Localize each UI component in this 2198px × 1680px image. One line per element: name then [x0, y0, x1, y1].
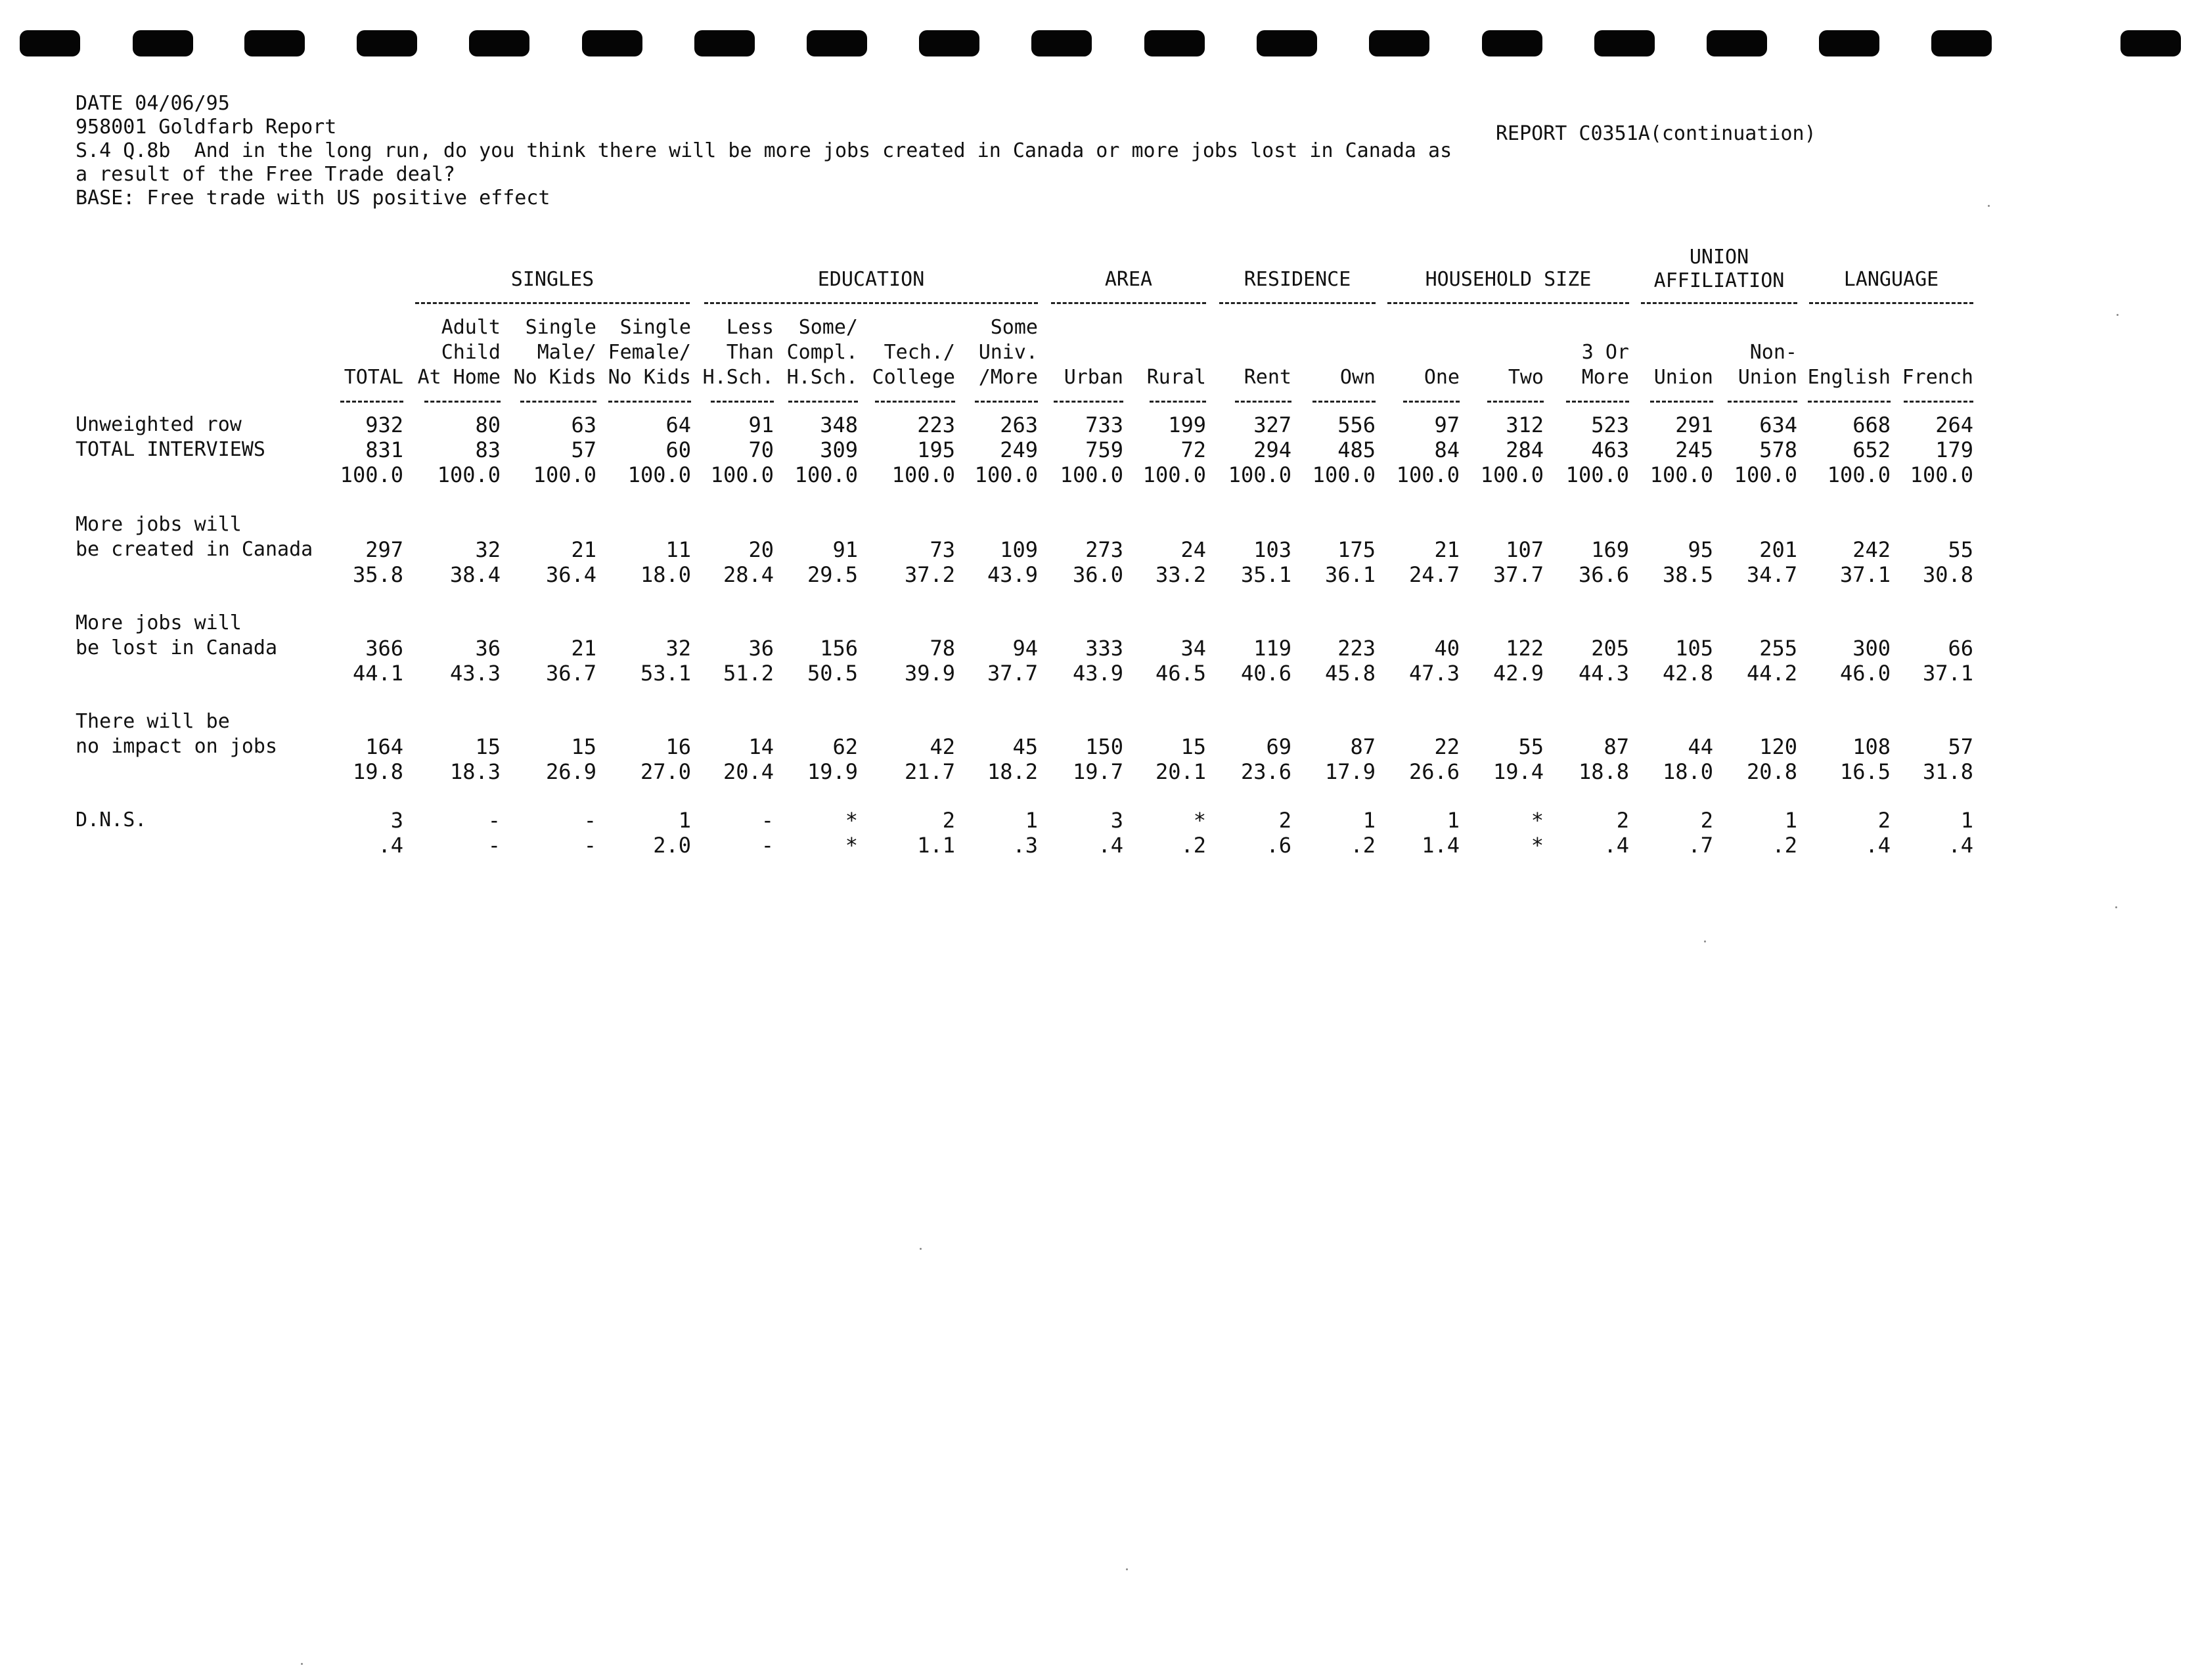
table-cell: 37.7: [1492, 562, 1544, 587]
table-cell: 1.1: [917, 833, 955, 858]
scan-speck: [920, 1248, 922, 1250]
table-cell: 1: [1447, 808, 1460, 833]
table-cell: 36.6: [1578, 562, 1629, 587]
table-cell: 72: [1180, 437, 1206, 462]
question-line-1: S.4 Q.8b And in the long run, do you think there will be more jobs created in Canada or more jobs lost in Canada as: [76, 139, 1452, 162]
column-underline: [520, 401, 596, 403]
table-cell: 62: [832, 734, 858, 759]
table-cell: 100.0: [1565, 462, 1629, 487]
table-cell: 3: [390, 808, 403, 833]
report-title: 958001 Goldfarb Report: [76, 116, 337, 139]
table-cell: 1: [1025, 808, 1038, 833]
table-cell: 47.3: [1408, 661, 1460, 686]
column-underline: [340, 401, 403, 403]
group-header: SINGLES: [510, 268, 594, 291]
table-cell: 100.0: [1142, 462, 1206, 487]
table-cell: .2: [1350, 833, 1376, 858]
table-cell: 36: [475, 636, 501, 661]
table-cell: 463: [1591, 437, 1629, 462]
table-cell: 73: [930, 537, 955, 562]
table-cell: 255: [1759, 636, 1797, 661]
table-cell: 19.9: [807, 759, 858, 784]
table-cell: 175: [1337, 537, 1376, 562]
table-cell: 63: [571, 412, 596, 437]
table-cell: 42: [930, 734, 955, 759]
table-cell: 249: [1000, 437, 1038, 462]
column-header: One: [1424, 366, 1460, 389]
column-underline: [1312, 401, 1376, 403]
table-cell: 55: [1518, 734, 1544, 759]
group-header-rule: [704, 302, 1038, 304]
table-cell: 100.0: [1827, 462, 1891, 487]
table-cell: 327: [1253, 412, 1291, 437]
table-cell: 34: [1180, 636, 1206, 661]
table-cell: 37.1: [1922, 661, 1973, 686]
group-header: UNION AFFILIATION: [1653, 246, 1785, 292]
row-label: More jobs will be lost in Canada: [76, 611, 278, 659]
table-cell: 18.2: [987, 759, 1038, 784]
table-cell: 35.8: [352, 562, 403, 587]
table-cell: 51.2: [723, 661, 774, 686]
column-header: TOTAL: [344, 366, 403, 389]
group-header-rule: [1051, 302, 1206, 304]
table-cell: 2: [1700, 808, 1713, 833]
report-id: REPORT C0351A(continuation): [1496, 122, 1816, 145]
group-header-rule: [1809, 302, 1973, 304]
table-cell: -: [583, 808, 596, 833]
table-cell: 2: [1278, 808, 1291, 833]
column-underline: [975, 401, 1038, 403]
group-header: LANGUAGE: [1843, 268, 1939, 291]
table-cell: 100.0: [627, 462, 691, 487]
table-cell: 37.2: [904, 562, 955, 587]
table-cell: -: [761, 833, 774, 858]
column-underline: [608, 401, 691, 403]
table-cell: 31.8: [1922, 759, 1973, 784]
table-cell: 32: [475, 537, 501, 562]
table-cell: 69: [1266, 734, 1291, 759]
table-cell: 107: [1506, 537, 1544, 562]
table-cell: 759: [1085, 437, 1123, 462]
table-cell: 523: [1591, 412, 1629, 437]
table-cell: 242: [1852, 537, 1891, 562]
table-cell: 100.0: [1312, 462, 1376, 487]
table-cell: -: [487, 833, 501, 858]
scan-speck: [301, 1663, 303, 1665]
table-cell: .4: [1604, 833, 1629, 858]
table-cell: *: [1193, 808, 1206, 833]
table-cell: 366: [365, 636, 403, 661]
table-cell: 19.4: [1492, 759, 1544, 784]
column-underline: [1235, 401, 1291, 403]
table-cell: 39.9: [904, 661, 955, 686]
table-cell: 100.0: [1060, 462, 1123, 487]
table-cell: 16: [665, 734, 691, 759]
base-line: BASE: Free trade with US positive effect: [76, 187, 550, 210]
table-cell: -: [487, 808, 501, 833]
table-cell: 652: [1852, 437, 1891, 462]
scan-speck: [2115, 906, 2117, 908]
group-header: AREA: [1104, 268, 1153, 291]
table-cell: 100.0: [1910, 462, 1973, 487]
table-cell: 21: [571, 636, 596, 661]
table-cell: 263: [1000, 412, 1038, 437]
table-cell: 2: [1616, 808, 1629, 833]
table-cell: *: [845, 808, 858, 833]
table-cell: 44.3: [1578, 661, 1629, 686]
scan-speck: [1988, 205, 1990, 207]
table-cell: 57: [1948, 734, 1973, 759]
table-cell: 17.9: [1324, 759, 1376, 784]
table-cell: 30.8: [1922, 562, 1973, 587]
table-cell: 100.0: [1396, 462, 1460, 487]
table-cell: 100.0: [710, 462, 774, 487]
table-cell: 300: [1852, 636, 1891, 661]
table-cell: 2.0: [653, 833, 691, 858]
table-cell: 309: [820, 437, 858, 462]
table-cell: 21: [571, 537, 596, 562]
table-cell: 100.0: [1480, 462, 1544, 487]
column-underline: [711, 401, 774, 403]
column-underline: [424, 401, 501, 403]
column-underline: [1904, 401, 1973, 403]
report-date: DATE 04/06/95: [76, 92, 230, 115]
table-cell: 100.0: [1649, 462, 1713, 487]
table-cell: 1: [1960, 808, 1973, 833]
table-cell: 94: [1012, 636, 1038, 661]
table-cell: 11: [665, 537, 691, 562]
table-cell: 43.9: [987, 562, 1038, 587]
table-cell: 97: [1434, 412, 1460, 437]
table-cell: 150: [1085, 734, 1123, 759]
table-cell: 15: [1180, 734, 1206, 759]
group-header-rule: [415, 302, 690, 304]
table-cell: 348: [820, 412, 858, 437]
table-cell: 20.4: [723, 759, 774, 784]
question-line-2: a result of the Free Trade deal?: [76, 163, 455, 186]
table-cell: 100.0: [1228, 462, 1291, 487]
table-cell: 733: [1085, 412, 1123, 437]
table-cell: 245: [1675, 437, 1713, 462]
table-cell: .4: [1098, 833, 1123, 858]
table-cell: 83: [475, 437, 501, 462]
table-cell: *: [1531, 833, 1544, 858]
table-cell: 35.1: [1240, 562, 1291, 587]
table-cell: 291: [1675, 412, 1713, 437]
table-cell: 578: [1759, 437, 1797, 462]
group-header-rule: [1219, 302, 1376, 304]
table-cell: 156: [820, 636, 858, 661]
group-header-rule: [1641, 302, 1797, 304]
table-cell: 44: [1688, 734, 1713, 759]
table-cell: 333: [1085, 636, 1123, 661]
table-cell: 932: [365, 412, 403, 437]
table-cell: 91: [748, 412, 774, 437]
table-cell: 297: [365, 537, 403, 562]
table-cell: .2: [1772, 833, 1797, 858]
table-cell: 37.7: [987, 661, 1038, 686]
table-cell: 43.3: [449, 661, 501, 686]
table-cell: 100.0: [974, 462, 1038, 487]
column-header: Single Female/ No Kids: [608, 316, 691, 389]
scan-speck: [1704, 940, 1706, 942]
table-cell: 100.0: [794, 462, 858, 487]
table-cell: 36.1: [1324, 562, 1376, 587]
table-cell: 556: [1337, 412, 1376, 437]
table-cell: 100.0: [340, 462, 403, 487]
column-underline: [1808, 401, 1891, 403]
table-cell: 18.0: [1662, 759, 1713, 784]
table-cell: 23.6: [1240, 759, 1291, 784]
table-cell: 119: [1253, 636, 1291, 661]
table-cell: 1.4: [1422, 833, 1460, 858]
table-cell: 18.0: [640, 562, 691, 587]
table-cell: 66: [1948, 636, 1973, 661]
table-cell: 53.1: [640, 661, 691, 686]
table-cell: 294: [1253, 437, 1291, 462]
column-header: Union: [1653, 366, 1713, 389]
table-cell: .2: [1180, 833, 1206, 858]
table-cell: .6: [1266, 833, 1291, 858]
row-label: There will be no impact on jobs: [76, 710, 278, 758]
column-header: Some Univ. /More: [978, 316, 1038, 389]
table-cell: 57: [571, 437, 596, 462]
row-label: More jobs will be created in Canada: [76, 513, 313, 561]
table-cell: 264: [1935, 412, 1973, 437]
table-cell: 21.7: [904, 759, 955, 784]
table-cell: 45.8: [1324, 661, 1376, 686]
column-underline: [1728, 401, 1797, 403]
table-cell: 40.6: [1240, 661, 1291, 686]
table-cell: 36.0: [1072, 562, 1123, 587]
table-cell: 24: [1180, 537, 1206, 562]
table-cell: *: [845, 833, 858, 858]
table-cell: 485: [1337, 437, 1376, 462]
table-cell: 20.8: [1746, 759, 1797, 784]
column-header: Less Than H.Sch.: [702, 316, 774, 389]
table-cell: 44.2: [1746, 661, 1797, 686]
table-cell: 103: [1253, 537, 1291, 562]
table-cell: 64: [665, 412, 691, 437]
table-cell: 78: [930, 636, 955, 661]
table-cell: 50.5: [807, 661, 858, 686]
table-cell: 21: [1434, 537, 1460, 562]
table-cell: 45: [1012, 734, 1038, 759]
column-underline: [875, 401, 955, 403]
table-cell: 2: [942, 808, 955, 833]
table-cell: 201: [1759, 537, 1797, 562]
column-underline: [1150, 401, 1206, 403]
table-cell: 44.1: [352, 661, 403, 686]
column-header: Adult Child At Home: [417, 316, 501, 389]
table-cell: *: [1531, 808, 1544, 833]
table-cell: 24.7: [1408, 562, 1460, 587]
table-cell: 164: [365, 734, 403, 759]
column-header: Rural: [1146, 366, 1206, 389]
table-cell: 179: [1935, 437, 1973, 462]
table-cell: 312: [1506, 412, 1544, 437]
column-header: Own: [1339, 366, 1376, 389]
column-header: Two: [1508, 366, 1544, 389]
table-cell: 40: [1434, 636, 1460, 661]
column-underline: [1487, 401, 1544, 403]
table-cell: 100.0: [891, 462, 955, 487]
table-cell: 16.5: [1839, 759, 1891, 784]
table-cell: 205: [1591, 636, 1629, 661]
table-cell: 91: [832, 537, 858, 562]
table-cell: 223: [917, 412, 955, 437]
table-cell: .7: [1688, 833, 1713, 858]
row-label: Unweighted row TOTAL INTERVIEWS: [76, 413, 265, 461]
table-cell: 1: [678, 808, 691, 833]
table-cell: 84: [1434, 437, 1460, 462]
table-cell: 43.9: [1072, 661, 1123, 686]
table-cell: 105: [1675, 636, 1713, 661]
table-cell: 273: [1085, 537, 1123, 562]
table-cell: 87: [1350, 734, 1376, 759]
table-cell: 36.4: [545, 562, 596, 587]
table-cell: .4: [378, 833, 403, 858]
table-cell: 34.7: [1746, 562, 1797, 587]
table-cell: 36: [748, 636, 774, 661]
table-cell: 70: [748, 437, 774, 462]
table-cell: 38.5: [1662, 562, 1713, 587]
table-cell: 1: [1784, 808, 1797, 833]
table-cell: -: [583, 833, 596, 858]
table-cell: 80: [475, 412, 501, 437]
table-cell: 55: [1948, 537, 1973, 562]
table-cell: 38.4: [449, 562, 501, 587]
column-header: 3 Or More: [1581, 341, 1629, 389]
scan-speck: [1126, 1568, 1128, 1570]
table-cell: 60: [665, 437, 691, 462]
table-cell: 223: [1337, 636, 1376, 661]
column-header: Some/ Compl. H.Sch.: [786, 316, 858, 389]
table-cell: 195: [917, 437, 955, 462]
table-cell: 199: [1168, 412, 1206, 437]
table-cell: 20: [748, 537, 774, 562]
column-header: Single Male/ No Kids: [513, 316, 596, 389]
group-header: HOUSEHOLD SIZE: [1425, 268, 1592, 291]
table-cell: 100.0: [1734, 462, 1797, 487]
table-cell: .4: [1948, 833, 1973, 858]
table-cell: 120: [1759, 734, 1797, 759]
table-cell: 831: [365, 437, 403, 462]
table-cell: 33.2: [1155, 562, 1206, 587]
column-underline: [1054, 401, 1123, 403]
table-cell: 95: [1688, 537, 1713, 562]
table-cell: 169: [1591, 537, 1629, 562]
table-cell: 18.3: [449, 759, 501, 784]
table-cell: 42.9: [1492, 661, 1544, 686]
table-cell: 26.9: [545, 759, 596, 784]
table-cell: 100.0: [533, 462, 596, 487]
column-header: Urban: [1064, 366, 1123, 389]
column-header: Tech./ College: [872, 341, 955, 389]
table-cell: 46.5: [1155, 661, 1206, 686]
column-underline: [1650, 401, 1713, 403]
table-cell: .4: [1865, 833, 1891, 858]
table-cell: 100.0: [437, 462, 501, 487]
table-cell: 19.8: [352, 759, 403, 784]
table-cell: 32: [665, 636, 691, 661]
table-cell: 668: [1852, 412, 1891, 437]
column-header: English: [1807, 366, 1891, 389]
table-cell: 29.5: [807, 562, 858, 587]
table-cell: 27.0: [640, 759, 691, 784]
scan-speck: [2117, 314, 2119, 316]
table-cell: .3: [1012, 833, 1038, 858]
table-cell: 46.0: [1839, 661, 1891, 686]
row-label: D.N.S.: [76, 808, 147, 831]
group-header-rule: [1387, 302, 1629, 304]
column-header: Non- Union: [1738, 341, 1797, 389]
table-cell: 19.7: [1072, 759, 1123, 784]
table-cell: 284: [1506, 437, 1544, 462]
table-cell: 14: [748, 734, 774, 759]
table-cell: 15: [475, 734, 501, 759]
table-cell: 18.8: [1578, 759, 1629, 784]
table-cell: 26.6: [1408, 759, 1460, 784]
group-header: RESIDENCE: [1244, 268, 1351, 291]
table-cell: -: [761, 808, 774, 833]
table-cell: 22: [1434, 734, 1460, 759]
table-cell: 109: [1000, 537, 1038, 562]
table-cell: 87: [1604, 734, 1629, 759]
table-cell: 15: [571, 734, 596, 759]
table-cell: 28.4: [723, 562, 774, 587]
table-cell: 108: [1852, 734, 1891, 759]
column-header: Rent: [1244, 366, 1291, 389]
column-underline: [1403, 401, 1460, 403]
table-cell: 42.8: [1662, 661, 1713, 686]
table-cell: 37.1: [1839, 562, 1891, 587]
table-cell: 20.1: [1155, 759, 1206, 784]
table-cell: 3: [1110, 808, 1123, 833]
column-header: French: [1902, 366, 1973, 389]
table-cell: 634: [1759, 412, 1797, 437]
table-cell: 1: [1362, 808, 1376, 833]
column-underline: [1566, 401, 1629, 403]
table-cell: 36.7: [545, 661, 596, 686]
group-header: EDUCATION: [817, 268, 925, 291]
column-underline: [788, 401, 858, 403]
table-cell: 2: [1877, 808, 1891, 833]
table-cell: 122: [1506, 636, 1544, 661]
